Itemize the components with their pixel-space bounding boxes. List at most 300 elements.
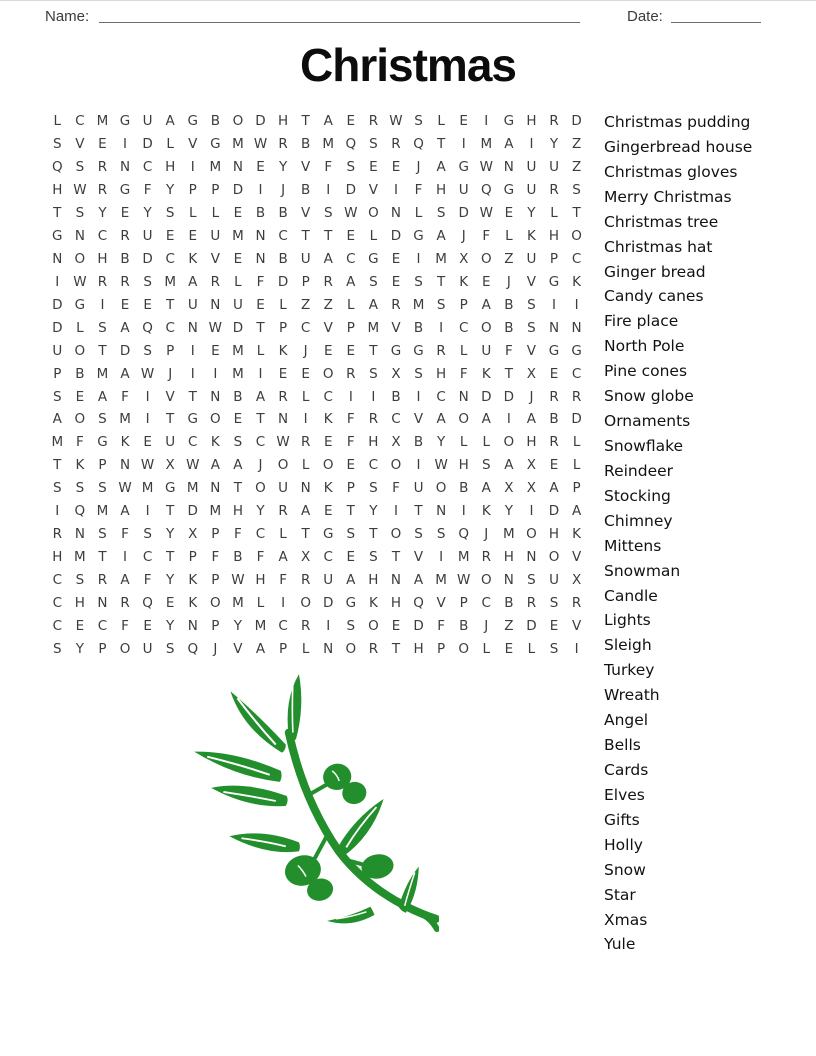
word-list-item: Reindeer — [604, 461, 674, 480]
grid-letter: M — [232, 136, 244, 153]
grid-letter: B — [413, 319, 424, 336]
grid-letter: H — [526, 434, 537, 451]
grid-letter: E — [120, 205, 130, 222]
grid-letter: R — [391, 296, 401, 313]
word-list-item: Cards — [604, 760, 649, 779]
grid-letter: W — [479, 159, 493, 176]
grid-letter: H — [368, 571, 379, 588]
grid-letter: S — [414, 113, 423, 130]
grid-letter: G — [458, 159, 469, 176]
grid-letter: Q — [51, 159, 63, 176]
grid-letter: M — [96, 113, 109, 130]
grid-letter: L — [572, 457, 581, 474]
word-list-item: Sleigh — [604, 636, 652, 655]
grid-letter: Q — [458, 526, 470, 543]
grid-letter: X — [391, 365, 401, 382]
grid-letter: R — [210, 273, 221, 290]
grid-letter: W — [231, 571, 245, 588]
grid-letter: Y — [166, 182, 175, 199]
grid-letter: E — [165, 594, 175, 611]
grid-letter: S — [165, 205, 175, 222]
grid-letter: S — [549, 594, 559, 611]
date-label: Date: — [627, 8, 663, 25]
grid-letter: R — [323, 273, 333, 290]
grid-letter: U — [526, 182, 537, 199]
grid-letter: A — [481, 480, 491, 497]
grid-letter: L — [482, 434, 491, 451]
grid-letter: P — [211, 571, 220, 588]
grid-letter: W — [253, 136, 268, 153]
grid-letter: D — [548, 503, 560, 520]
grid-letter: J — [303, 342, 308, 359]
grid-letter: N — [548, 319, 560, 336]
grid-letter: H — [526, 113, 537, 130]
grid-letter: K — [75, 457, 85, 474]
grid-letter: B — [255, 205, 266, 222]
grid-letter: K — [323, 480, 333, 497]
grid-letter: S — [436, 526, 446, 543]
grid-letter: B — [278, 250, 288, 267]
grid-letter: I — [416, 388, 421, 405]
grid-letter: U — [323, 571, 334, 588]
grid-letter: E — [143, 617, 152, 634]
grid-letter: B — [459, 480, 469, 497]
grid-letter: E — [256, 159, 265, 176]
grid-letter: I — [100, 296, 105, 313]
grid-letter: A — [301, 503, 311, 520]
grid-letter: X — [391, 434, 401, 451]
grid-letter: G — [548, 342, 560, 359]
grid-letter: I — [529, 503, 534, 520]
grid-letter: R — [300, 571, 311, 588]
grid-letter: I — [55, 503, 60, 520]
grid-letter: N — [74, 526, 85, 543]
grid-letter: X — [571, 571, 582, 588]
grid-letter: P — [211, 526, 220, 543]
grid-letter: N — [458, 388, 469, 405]
grid-letter: S — [369, 480, 378, 497]
grid-letter: K — [527, 228, 536, 245]
grid-letter: U — [549, 159, 559, 176]
word-list-item: Candle — [604, 586, 658, 605]
grid-letter: M — [141, 480, 154, 497]
grid-letter: O — [322, 365, 334, 382]
grid-letter: B — [301, 136, 311, 153]
word-list-item: North Pole — [604, 337, 685, 356]
grid-letter: F — [256, 273, 265, 290]
grid-letter: A — [504, 457, 514, 474]
grid-letter: S — [369, 548, 378, 565]
grid-letter: G — [187, 411, 198, 428]
grid-letter: N — [278, 411, 289, 428]
grid-letter: O — [480, 571, 492, 588]
grid-letter: T — [166, 548, 175, 565]
grid-letter: K — [188, 571, 198, 588]
grid-letter: H — [548, 526, 560, 543]
grid-letter: E — [391, 273, 401, 290]
grid-letter: P — [346, 480, 355, 497]
grid-letter: P — [459, 296, 468, 313]
grid-letter: V — [413, 548, 424, 565]
grid-letter: W — [434, 457, 448, 474]
grid-letter: E — [256, 296, 265, 313]
grid-letter: D — [526, 617, 537, 634]
grid-letter: I — [574, 296, 579, 313]
grid-letter: F — [392, 480, 400, 497]
grid-letter: U — [413, 480, 424, 497]
grid-letter: I — [416, 250, 421, 267]
grid-letter: A — [436, 228, 446, 245]
grid-letter: C — [300, 319, 311, 336]
grid-letter: D — [52, 296, 63, 313]
grid-letter: A — [481, 411, 491, 428]
grid-letter: P — [211, 617, 220, 634]
grid-letter: A — [571, 503, 582, 520]
grid-letter: W — [344, 205, 358, 222]
grid-letter: C — [52, 617, 62, 634]
grid-letter: S — [346, 526, 356, 543]
grid-letter: U — [232, 296, 243, 313]
grid-letter: M — [209, 503, 222, 520]
grid-letter: A — [165, 113, 175, 130]
grid-letter: O — [277, 457, 289, 474]
grid-letter: U — [300, 250, 311, 267]
grid-letter: B — [75, 365, 85, 382]
grid-letter: T — [233, 480, 243, 497]
grid-letter: S — [572, 182, 581, 199]
grid-letter: E — [391, 250, 401, 267]
grid-letter: B — [504, 594, 514, 611]
grid-letter: O — [480, 250, 492, 267]
grid-letter: B — [504, 296, 514, 313]
grid-letter: M — [119, 411, 131, 428]
grid-letter: G — [503, 113, 515, 130]
grid-letter: T — [436, 273, 446, 290]
grid-letter: C — [75, 113, 85, 130]
grid-letter: C — [458, 319, 469, 336]
grid-letter: R — [368, 411, 379, 428]
grid-letter: C — [571, 365, 582, 382]
grid-letter: P — [572, 480, 581, 497]
grid-letter: M — [503, 526, 515, 543]
grid-letter: Y — [527, 205, 536, 222]
grid-letter: P — [98, 457, 107, 474]
grid-letter: G — [345, 594, 357, 611]
grid-letter: U — [526, 250, 537, 267]
branch-group — [194, 674, 437, 929]
grid-letter: L — [53, 113, 62, 130]
grid-letter: V — [301, 205, 311, 222]
grid-letter: K — [481, 365, 491, 382]
grid-letter: P — [278, 319, 288, 336]
grid-letter: G — [390, 342, 402, 359]
grid-letter: H — [436, 182, 447, 199]
grid-letter: K — [572, 273, 582, 290]
grid-letter: M — [232, 365, 244, 382]
grid-letter: P — [166, 342, 175, 359]
grid-letter: Z — [504, 250, 514, 267]
grid-letter: R — [120, 273, 130, 290]
grid-letter: C — [278, 617, 288, 634]
word-search-grid — [46, 110, 588, 660]
grid-letter: S — [414, 526, 423, 543]
grid-letter: E — [504, 205, 514, 222]
grid-letter: I — [281, 594, 286, 611]
grid-letter: U — [526, 159, 537, 176]
grid-letter: L — [301, 640, 310, 657]
word-list-item: Yule — [604, 935, 636, 954]
grid-letter: S — [53, 640, 62, 657]
grid-letter: T — [256, 319, 265, 336]
grid-letter: S — [98, 319, 107, 336]
grid-letter: I — [393, 182, 398, 199]
grid-letter: E — [165, 228, 175, 245]
grid-letter: C — [368, 457, 379, 474]
grid-letter: M — [96, 503, 109, 520]
grid-letter: Y — [256, 503, 265, 520]
grid-letter: T — [98, 342, 107, 359]
grid-letter: Y — [143, 205, 152, 222]
grid-letter: N — [97, 594, 108, 611]
grid-letter: M — [457, 548, 470, 565]
grid-letter: K — [323, 411, 333, 428]
grid-letter: N — [323, 640, 334, 657]
grid-letter: I — [303, 411, 308, 428]
grid-letter: L — [279, 526, 287, 543]
grid-letter: I — [371, 388, 376, 405]
grid-letter: E — [278, 365, 288, 382]
grid-letter: V — [188, 136, 198, 153]
grid-letter: D — [390, 228, 402, 245]
grid-letter: E — [233, 205, 243, 222]
grid-letter: R — [346, 365, 356, 382]
grid-letter: F — [121, 617, 129, 634]
grid-letter: L — [369, 228, 378, 245]
grid-letter: V — [391, 319, 401, 336]
word-list-item: Christmas gloves — [604, 162, 738, 181]
grid-letter: G — [119, 113, 131, 130]
grid-letter: D — [413, 617, 424, 634]
grid-letter: K — [120, 434, 130, 451]
grid-letter: N — [503, 571, 514, 588]
grid-letter: S — [481, 457, 491, 474]
word-list-item: Elves — [604, 785, 645, 804]
grid-letter: X — [459, 250, 469, 267]
grid-letter: O — [119, 640, 131, 657]
grid-letter: F — [437, 617, 445, 634]
grid-letter: Y — [436, 434, 446, 451]
grid-letter: I — [326, 182, 331, 199]
grid-letter: P — [346, 319, 355, 336]
grid-letter: V — [526, 273, 537, 290]
grid-letter: H — [74, 594, 85, 611]
grid-letter: L — [166, 136, 174, 153]
grid-letter: B — [391, 388, 401, 405]
word-list-item: Ornaments — [604, 412, 691, 431]
word-list-item: Snow globe — [604, 387, 694, 406]
grid-letter: D — [232, 319, 244, 336]
grid-letter: G — [322, 526, 334, 543]
grid-letter: E — [482, 273, 491, 290]
grid-letter: Q — [142, 319, 153, 336]
grid-letter: R — [278, 388, 288, 405]
grid-letter: Q — [74, 503, 86, 520]
grid-letter: Z — [571, 136, 582, 153]
grid-letter: L — [301, 388, 310, 405]
grid-letter: G — [164, 480, 176, 497]
grid-letter: A — [504, 136, 514, 153]
grid-letter: L — [459, 434, 468, 451]
grid-letter: S — [143, 342, 152, 359]
grid-letter: E — [211, 342, 220, 359]
grid-letter: V — [210, 250, 220, 267]
grid-letter: U — [142, 228, 153, 245]
grid-letter: T — [391, 640, 401, 657]
grid-letter: R — [97, 273, 108, 290]
grid-letter: U — [278, 480, 289, 497]
grid-letter: G — [119, 182, 131, 199]
grid-letter: U — [210, 228, 221, 245]
grid-letter: Y — [98, 205, 107, 222]
grid-letter: Y — [369, 503, 378, 520]
grid-letter: G — [503, 182, 515, 199]
grid-letter: F — [75, 434, 84, 451]
grid-letter: N — [210, 480, 221, 497]
grid-letter: D — [503, 388, 515, 405]
grid-letter: C — [165, 319, 175, 336]
grid-letter: M — [96, 365, 109, 382]
grid-letter: Z — [571, 159, 582, 176]
grid-letter: E — [143, 434, 152, 451]
grid-letter: E — [346, 342, 356, 359]
grid-letter: V — [526, 342, 537, 359]
word-list-item: Lights — [604, 611, 651, 630]
grid-letter: O — [322, 457, 334, 474]
grid-letter: T — [436, 136, 446, 153]
grid-letter: O — [255, 480, 266, 497]
grid-letter: O — [368, 205, 379, 222]
grid-letter: T — [369, 526, 378, 543]
grid-letter: Y — [549, 136, 559, 153]
grid-letter: T — [504, 365, 513, 382]
word-list-item: Chimney — [604, 511, 673, 530]
grid-letter: D — [277, 273, 289, 290]
grid-letter: M — [435, 250, 447, 267]
grid-letter: N — [119, 159, 131, 176]
grid-letter: A — [346, 273, 356, 290]
grid-letter: A — [413, 571, 424, 588]
grid-letter: L — [414, 205, 423, 222]
grid-letter: U — [458, 182, 469, 199]
grid-letter: W — [276, 434, 290, 451]
grid-letter: U — [187, 296, 198, 313]
grid-letter: R — [278, 136, 288, 153]
grid-letter: J — [281, 182, 286, 199]
grid-letter: R — [368, 640, 379, 657]
grid-letter: O — [74, 250, 86, 267]
grid-letter: F — [482, 228, 491, 245]
grid-letter: I — [552, 296, 556, 313]
grid-letter: M — [254, 617, 267, 634]
grid-letter: H — [503, 548, 514, 565]
grid-letter: M — [232, 228, 244, 245]
grid-letter: S — [165, 640, 175, 657]
grid-letter: D — [481, 388, 492, 405]
grid-letter: T — [301, 113, 310, 130]
grid-letter: E — [346, 457, 356, 474]
grid-letter: D — [255, 113, 266, 130]
word-list-item: Snowman — [604, 561, 681, 580]
grid-letter: S — [527, 319, 536, 336]
word-list-item: Stocking — [604, 486, 671, 505]
grid-letter: S — [436, 205, 446, 222]
grid-letter: I — [123, 136, 128, 153]
grid-letter: I — [190, 159, 195, 176]
word-list-item: Holly — [604, 835, 643, 854]
grid-letter: F — [143, 571, 152, 588]
name-write-line — [99, 22, 580, 23]
grid-letter: V — [413, 411, 424, 428]
grid-letter: G — [571, 342, 582, 359]
grid-letter: O — [210, 594, 221, 611]
word-list-item: Ginger bread — [604, 262, 706, 281]
grid-letter: U — [52, 342, 63, 359]
grid-letter: P — [459, 594, 468, 611]
grid-letter: O — [480, 319, 492, 336]
grid-letter: D — [119, 342, 131, 359]
grid-letter: X — [301, 548, 311, 565]
grid-letter: R — [549, 434, 559, 451]
grid-letter: E — [188, 228, 198, 245]
grid-letter: T — [53, 205, 62, 222]
grid-letter: G — [52, 228, 63, 245]
grid-letter: I — [529, 136, 534, 153]
grid-letter: L — [347, 296, 355, 313]
grid-letter: B — [120, 250, 130, 267]
grid-letter: S — [369, 136, 378, 153]
word-list-item: Angel — [604, 711, 649, 730]
grid-letter: G — [187, 113, 198, 130]
grid-letter: J — [213, 640, 218, 657]
grid-letter: O — [548, 548, 560, 565]
grid-letter: U — [549, 571, 559, 588]
grid-letter: B — [278, 205, 288, 222]
grid-letter: R — [97, 571, 108, 588]
grid-letter: U — [165, 434, 176, 451]
grid-letter: T — [301, 526, 310, 543]
grid-letter: I — [190, 342, 195, 359]
grid-letter: T — [256, 411, 265, 428]
grid-letter: A — [368, 296, 378, 313]
grid-letter: R — [481, 548, 491, 565]
grid-letter: E — [233, 250, 243, 267]
word-list-item: Star — [604, 885, 636, 904]
grid-letter: E — [323, 342, 333, 359]
grid-letter: A — [188, 273, 198, 290]
grid-letter: A — [436, 411, 446, 428]
grid-letter: Q — [142, 594, 153, 611]
grid-letter: E — [369, 159, 378, 176]
grid-letter: G — [413, 342, 424, 359]
grid-letter: E — [120, 296, 130, 313]
grid-letter: L — [279, 296, 287, 313]
grid-letter: R — [120, 594, 130, 611]
grid-letter: W — [140, 457, 155, 474]
grid-letter: Q — [413, 594, 424, 611]
grid-letter: M — [435, 571, 447, 588]
grid-letter: F — [324, 159, 333, 176]
grid-letter: H — [277, 113, 289, 130]
